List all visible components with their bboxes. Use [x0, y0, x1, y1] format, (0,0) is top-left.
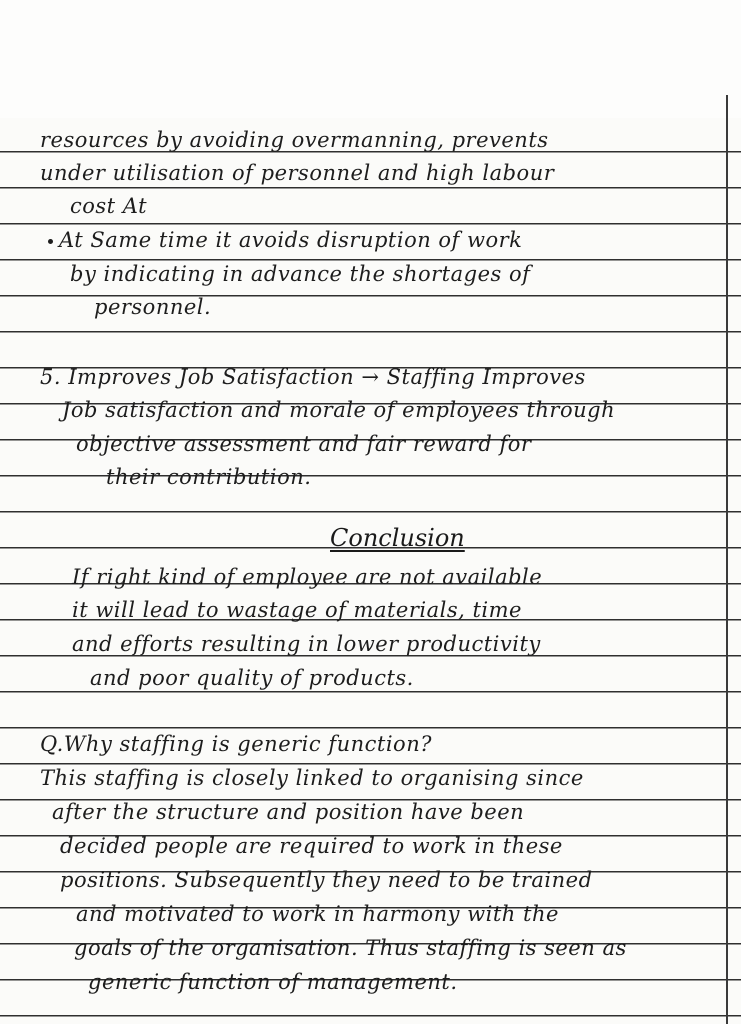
text-line-9: objective assessment and fair reward for — [76, 432, 532, 456]
text-line-2: under utilisation of personnel and high labour — [40, 161, 555, 185]
text-line-3: cost At — [70, 194, 148, 218]
answer-line-5: and motivated to work in harmony with the — [76, 902, 559, 926]
answer-line-1: This staffing is closely linked to organising since — [40, 766, 584, 790]
bullet-icon — [48, 239, 53, 244]
page-top-margin — [0, 0, 741, 118]
answer-line-6: goals of the organisation. Thus staffing is seen as — [74, 936, 627, 960]
margin-line — [726, 95, 728, 1024]
conclusion-heading: Conclusion — [330, 524, 465, 552]
conclusion-line-3: and efforts resulting in lower productivity — [72, 632, 541, 656]
bullet-line-1 — [48, 228, 522, 252]
conclusion-line-4: and poor quality of products. — [90, 666, 414, 690]
answer-line-4: positions. Subsequently they need to be trained — [60, 868, 593, 892]
text-line-5: by indicating in advance the shortages of — [70, 262, 531, 286]
text-line-1: resources by avoiding overmanning, prevents — [40, 128, 549, 152]
text-line-8: Job satisfaction and morale of employees through — [62, 398, 616, 422]
conclusion-line-1: If right kind of employee are not available — [72, 565, 543, 589]
answer-line-7: generic function of management. — [88, 970, 458, 994]
text-line-6: personnel. — [94, 295, 212, 319]
answer-line-2: after the structure and position have been — [52, 800, 525, 824]
bullet-text: At Same time it avoids disruption of work — [59, 228, 523, 252]
question-heading: Q.Why staffing is generic function? — [40, 732, 432, 756]
conclusion-line-2: it will lead to wastage of materials, time — [72, 598, 522, 622]
text-line-10: their contribution. — [106, 465, 312, 489]
answer-line-3: decided people are required to work in these — [60, 834, 563, 858]
point-5-heading: 5. Improves Job Satisfaction → Staffing Improves — [40, 365, 586, 389]
